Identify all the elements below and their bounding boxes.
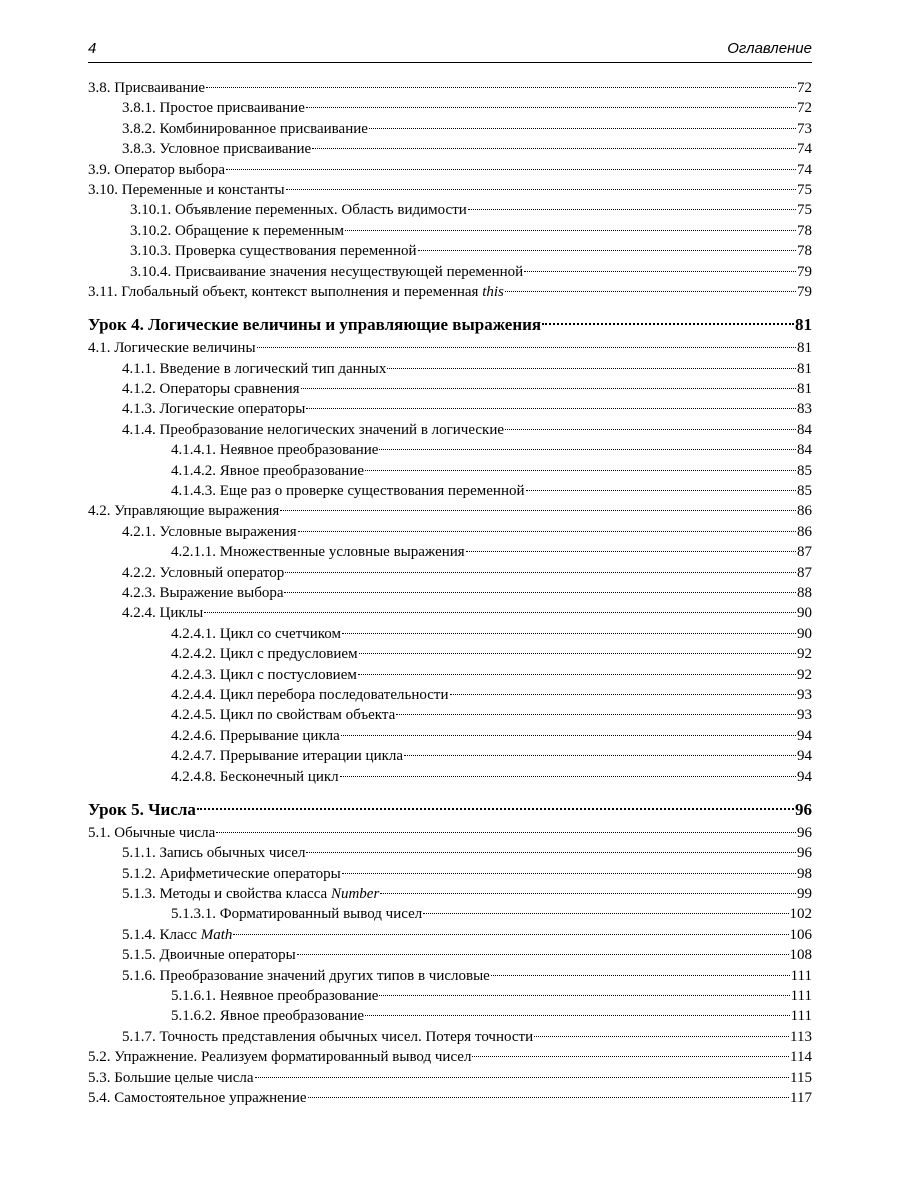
- toc-page-number: 81: [795, 315, 812, 335]
- toc-entry-title: [88, 338, 256, 358]
- toc-entry-text: Урок 5. Числа: [88, 799, 196, 819]
- toc-entry-text: 5.2. Упражнение. Реализуем форматированный вывод чисел: [88, 1049, 472, 1066]
- toc-page-number: 113: [790, 1028, 812, 1045]
- section-title: Оглавление: [727, 40, 812, 57]
- toc-entry-title: [88, 160, 225, 180]
- toc-page-number: 86: [797, 523, 812, 540]
- toc-entry-text: 5.1.7. Точность представления обычных чисел. Потеря точности: [122, 1028, 534, 1045]
- toc-entry[interactable]: [88, 1047, 812, 1067]
- toc-entry[interactable]: [88, 823, 812, 843]
- toc-entry-text: 5.1.4. Класс: [122, 926, 201, 943]
- toc-entry-title: [171, 685, 449, 705]
- toc-entry-text: 3.9. Оператор выбора: [88, 161, 226, 178]
- toc-entry-title: [171, 644, 358, 664]
- dot-leader: [226, 169, 796, 170]
- toc-entry-title: [171, 440, 378, 460]
- toc-entry-text: 5.1.6.2. Явное преобразование: [171, 1008, 365, 1025]
- toc-entry-text: 4.2.3. Выражение выбора: [122, 584, 284, 601]
- dot-leader: [306, 107, 796, 108]
- toc-page-number: 92: [797, 666, 812, 683]
- toc-entry-title: [171, 542, 465, 562]
- toc-entry-text: 3.10.4. Присваивание значения несуществующей переменной: [130, 263, 524, 280]
- toc-entry-text: 4.2.4.5. Цикл по свойствам объекта: [171, 707, 396, 724]
- toc-page-number: 93: [797, 707, 812, 724]
- toc-entry[interactable]: [88, 1088, 812, 1108]
- toc-entry-title: [88, 1047, 471, 1067]
- toc-entry[interactable]: [88, 904, 812, 924]
- toc-chapter-entry[interactable]: [88, 312, 812, 338]
- toc-page-number: 106: [789, 926, 812, 943]
- toc-page-number: 78: [797, 222, 812, 239]
- toc-entry-title: [88, 282, 504, 302]
- toc-entry[interactable]: [88, 262, 812, 282]
- toc-entry-text: 5.1. Обычные числа: [88, 824, 216, 841]
- toc-entry-title: [122, 864, 341, 884]
- toc-entry-title: [130, 200, 467, 220]
- toc-entry-text: 4.1.2. Операторы сравнения: [122, 381, 300, 398]
- toc-entry-text: 4.2.4.1. Цикл со счетчиком: [171, 625, 341, 642]
- toc-entry[interactable]: [88, 282, 812, 302]
- toc-entry-text: 4.2.4. Циклы: [122, 605, 204, 622]
- dot-leader: [505, 291, 796, 292]
- toc-entry-title: [122, 603, 203, 623]
- toc-entry[interactable]: [88, 522, 812, 542]
- toc-page-number: 87: [797, 564, 812, 581]
- dot-leader: [216, 832, 796, 833]
- toc-page-number: 94: [797, 768, 812, 785]
- toc-page-number: 111: [790, 967, 812, 984]
- toc-page-number: 75: [797, 181, 812, 198]
- toc-page-number: 85: [797, 462, 812, 479]
- dot-leader: [297, 954, 789, 955]
- toc-entry-text: Урок 4. Логические величины и управляющие выражения: [88, 315, 542, 335]
- dot-leader: [257, 347, 796, 348]
- toc-entry-text: 3.11. Глобальный объект, контекст выполнения и переменная: [88, 283, 483, 300]
- toc-entry-text: 3.10. Переменные и константы: [88, 181, 285, 198]
- toc-entry[interactable]: [88, 563, 812, 583]
- toc-entry[interactable]: [88, 139, 812, 159]
- dot-leader: [280, 510, 796, 511]
- toc-entry-text: 4.1.4. Преобразование нелогических значений в логические: [122, 421, 505, 438]
- toc-page-number: 94: [797, 727, 812, 744]
- toc-page-number: 96: [797, 824, 812, 841]
- toc-entry-title: [122, 563, 284, 583]
- toc-entry[interactable]: [88, 78, 812, 98]
- dot-leader: [468, 209, 796, 210]
- toc-entry-text: 4.1.4.2. Явное преобразование: [171, 462, 365, 479]
- toc-entry-text: 4.2.4.8. Бесконечный цикл: [171, 768, 339, 785]
- toc-entry-text: 5.1.6.1. Неявное преобразование: [171, 988, 379, 1005]
- toc-entry-title: [130, 241, 417, 261]
- dot-leader: [505, 429, 796, 430]
- toc-entry-text: 5.1.5. Двоичные операторы: [122, 947, 296, 964]
- dot-leader: [298, 531, 796, 532]
- toc-entry-text: 5.1.3.1. Форматированный вывод чисел: [171, 906, 423, 923]
- toc-entry-title: [122, 583, 283, 603]
- toc-entry-text: 5.1.2. Арифметические операторы: [122, 865, 341, 882]
- toc-entry-title: [122, 884, 379, 904]
- toc-entry-text: 3.8.3. Условное присваивание: [122, 141, 312, 158]
- toc-entry-text: 4.1. Логические величины: [88, 340, 256, 357]
- toc-entry-title: [122, 925, 232, 945]
- toc-entry[interactable]: [88, 624, 812, 644]
- toc-entry-text: 5.3. Большие целые числа: [88, 1069, 254, 1086]
- toc-entry[interactable]: [88, 241, 812, 261]
- toc-entry-title: [122, 98, 305, 118]
- dot-leader: [466, 551, 796, 552]
- toc-entry[interactable]: [88, 379, 812, 399]
- toc-page-number: 102: [789, 906, 812, 923]
- toc-entry-italic-term: Math: [200, 926, 233, 943]
- toc-page-number: 108: [789, 947, 812, 964]
- dot-leader: [306, 408, 796, 409]
- toc-entry-text: 4.2.4.2. Цикл с предусловием: [171, 646, 358, 663]
- toc-entry-italic-term: Number: [330, 886, 380, 903]
- toc-entry-title: [171, 481, 525, 501]
- dot-leader: [284, 592, 796, 593]
- toc-entry-title: [122, 119, 368, 139]
- toc-entry-title: [88, 78, 205, 98]
- toc-entry-title: [171, 1006, 364, 1026]
- toc-entry[interactable]: [88, 1068, 812, 1088]
- toc-entry[interactable]: [88, 925, 812, 945]
- dot-leader: [379, 449, 796, 450]
- toc-entry-title: [171, 624, 341, 644]
- toc-entry[interactable]: [88, 1027, 812, 1047]
- toc-entry[interactable]: [88, 98, 812, 118]
- dot-leader: [358, 674, 796, 675]
- toc-entry-title: [171, 767, 339, 787]
- toc-page-number: 115: [790, 1069, 812, 1086]
- toc-entry[interactable]: [88, 966, 812, 986]
- dot-leader: [369, 128, 796, 129]
- toc-entry-title: [88, 823, 215, 843]
- toc-entry[interactable]: [88, 665, 812, 685]
- toc-page-number: 73: [797, 120, 812, 137]
- dot-leader: [301, 388, 796, 389]
- toc-entry-title: [122, 379, 300, 399]
- toc-chapter-entry[interactable]: [88, 797, 812, 823]
- dot-leader: [365, 470, 796, 471]
- toc-entry-title: [171, 726, 340, 746]
- toc-entry-text: 4.1.3. Логические операторы: [122, 401, 306, 418]
- toc-entry-title: [88, 1068, 254, 1088]
- toc-page-number: 93: [797, 686, 812, 703]
- toc-entry-title: [88, 501, 279, 521]
- toc-entry-text: 4.2.4.7. Прерывание итерации цикла: [171, 748, 404, 765]
- toc-entry[interactable]: [88, 200, 812, 220]
- toc-page-number: 72: [797, 100, 812, 117]
- toc-page-number: 84: [797, 442, 812, 459]
- dot-leader: [472, 1056, 789, 1057]
- toc-entry-text: 4.1.4.1. Неявное преобразование: [171, 442, 379, 459]
- toc-entry-text: 3.8.2. Комбинированное присваивание: [122, 120, 368, 137]
- toc-page-number: 87: [797, 544, 812, 561]
- toc-entry-title: [122, 139, 311, 159]
- toc-page-number: 86: [797, 503, 812, 520]
- toc-page-number: 88: [797, 584, 812, 601]
- dot-leader: [206, 87, 796, 88]
- toc-entry[interactable]: [88, 359, 812, 379]
- toc-page-number: 78: [797, 243, 812, 260]
- dot-leader: [423, 913, 788, 914]
- dot-leader: [542, 323, 794, 325]
- toc-entry[interactable]: [88, 884, 812, 904]
- toc-page-number: 81: [797, 340, 812, 357]
- toc-entry[interactable]: [88, 461, 812, 481]
- toc-entry-text: 3.10.2. Обращение к переменным: [130, 222, 344, 239]
- toc-page-number: 96: [797, 845, 812, 862]
- toc-entry[interactable]: [88, 583, 812, 603]
- toc-entry-text: 3.8. Присваивание: [88, 80, 206, 96]
- dot-leader: [306, 852, 796, 853]
- toc-page-number: 79: [797, 263, 812, 280]
- toc-page-number: 85: [797, 483, 812, 500]
- toc-entry-text: 3.8.1. Простое присваивание: [122, 100, 305, 117]
- toc-entry-title: [88, 312, 541, 338]
- toc-entry[interactable]: [88, 603, 812, 623]
- toc-entry[interactable]: [88, 481, 812, 501]
- toc-entry-italic-term: this: [482, 283, 504, 300]
- toc-entry-title: [122, 966, 490, 986]
- dot-leader: [491, 975, 790, 976]
- toc-entry[interactable]: [88, 542, 812, 562]
- toc-page-number: 81: [797, 360, 812, 377]
- toc-entry-title: [171, 705, 395, 725]
- toc-entry-title: [122, 399, 305, 419]
- dot-leader: [312, 148, 796, 149]
- page-number: 4: [88, 40, 97, 57]
- toc-entry[interactable]: [88, 1006, 812, 1026]
- dot-leader: [342, 633, 796, 634]
- toc-page-number: 79: [797, 283, 812, 300]
- toc-entry[interactable]: [88, 705, 812, 725]
- dot-leader: [365, 1015, 790, 1016]
- toc-entry-text: 4.2.1.1. Множественные условные выражения: [171, 544, 465, 561]
- dot-leader: [404, 755, 796, 756]
- toc-page-number: 72: [797, 80, 812, 96]
- toc-entry-title: [122, 1027, 533, 1047]
- toc-entry-text: 3.10.3. Проверка существования переменной: [130, 243, 417, 260]
- toc-page-number: 92: [797, 646, 812, 663]
- toc-entry-title: [122, 522, 297, 542]
- toc-entry-text: 4.2.4.6. Прерывание цикла: [171, 727, 340, 744]
- toc-entry-title: [130, 262, 523, 282]
- toc-entry[interactable]: [88, 726, 812, 746]
- page-header: [88, 38, 812, 63]
- toc-page-number: 90: [797, 625, 812, 642]
- toc-entry-text: 4.2.1. Условные выражения: [122, 523, 297, 540]
- toc-page-number: 98: [797, 865, 812, 882]
- dot-leader: [341, 735, 796, 736]
- toc-entry-title: [171, 461, 364, 481]
- dot-leader: [359, 653, 796, 654]
- table-of-contents: [88, 78, 812, 1108]
- toc-entry[interactable]: [88, 501, 812, 521]
- toc-page-number: 114: [790, 1049, 812, 1066]
- toc-entry-title: [122, 843, 305, 863]
- toc-page-number: 94: [797, 748, 812, 765]
- toc-entry[interactable]: [88, 843, 812, 863]
- toc-entry-title: [122, 945, 296, 965]
- dot-leader: [340, 776, 796, 777]
- toc-page-number: 74: [797, 141, 812, 158]
- dot-leader: [524, 271, 796, 272]
- dot-leader: [204, 612, 796, 613]
- dot-leader: [526, 490, 796, 491]
- toc-page-number: 96: [795, 799, 812, 819]
- dot-leader: [197, 808, 794, 810]
- dot-leader: [286, 189, 796, 190]
- toc-entry-text: 4.2.2. Условный оператор: [122, 564, 285, 581]
- toc-entry-title: [171, 746, 403, 766]
- dot-leader: [380, 893, 796, 894]
- toc-page-number: 83: [797, 401, 812, 418]
- toc-page-number: 84: [797, 421, 812, 438]
- toc-entry-text: 4.2. Управляющие выражения: [88, 503, 280, 520]
- toc-entry[interactable]: [88, 767, 812, 787]
- toc-entry-text: 5.4. Самостоятельное упражнение: [88, 1089, 307, 1106]
- toc-entry[interactable]: [88, 338, 812, 358]
- toc-entry[interactable]: [88, 160, 812, 180]
- toc-entry-text: 4.1.1. Введение в логический тип данных: [122, 360, 387, 377]
- toc-entry[interactable]: [88, 986, 812, 1006]
- toc-entry[interactable]: [88, 399, 812, 419]
- toc-entry[interactable]: [88, 945, 812, 965]
- toc-entry-title: [171, 665, 357, 685]
- toc-entry[interactable]: [88, 746, 812, 766]
- toc-entry-text: 5.1.6. Преобразование значений других типов в числовые: [122, 967, 490, 984]
- dot-leader: [418, 250, 796, 251]
- toc-entry-text: 5.1.1. Запись обычных чисел: [122, 845, 306, 862]
- toc-entry[interactable]: [88, 644, 812, 664]
- dot-leader: [285, 572, 796, 573]
- dot-leader: [396, 714, 796, 715]
- dot-leader: [345, 230, 796, 231]
- toc-page-number: 99: [797, 886, 812, 903]
- toc-page-number: 90: [797, 605, 812, 622]
- toc-entry-text: 3.10.1. Объявление переменных. Область видимости: [130, 202, 467, 219]
- toc-entry[interactable]: [88, 221, 812, 241]
- dot-leader: [379, 995, 789, 996]
- toc-entry-text: 4.2.4.4. Цикл перебора последовательности: [171, 686, 449, 703]
- toc-page-number: 81: [797, 381, 812, 398]
- toc-entry-text: 5.1.3. Методы и свойства класса: [122, 886, 331, 903]
- toc-page-number: 111: [790, 988, 812, 1005]
- toc-entry[interactable]: [88, 440, 812, 460]
- toc-entry[interactable]: [88, 180, 812, 200]
- toc-entry-title: [88, 180, 285, 200]
- toc-entry[interactable]: [88, 119, 812, 139]
- dot-leader: [308, 1097, 790, 1098]
- dot-leader: [450, 694, 797, 695]
- toc-page-number: 74: [797, 161, 812, 178]
- toc-entry-title: [171, 904, 422, 924]
- toc-entry-title: [122, 420, 504, 440]
- dot-leader: [534, 1036, 789, 1037]
- toc-entry-title: [122, 359, 386, 379]
- dot-leader: [387, 368, 796, 369]
- toc-entry-text: 4.2.4.3. Цикл с постусловием: [171, 666, 357, 683]
- toc-entry-title: [88, 1088, 307, 1108]
- toc-entry-title: [130, 221, 344, 241]
- toc-entry[interactable]: [88, 685, 812, 705]
- dot-leader: [342, 873, 796, 874]
- toc-entry[interactable]: [88, 420, 812, 440]
- toc-page-number: 117: [790, 1089, 812, 1106]
- toc-entry-title: [171, 986, 378, 1006]
- toc-page-number: 75: [797, 202, 812, 219]
- toc-page-number: 111: [790, 1008, 812, 1025]
- toc-entry-title: [88, 797, 196, 823]
- dot-leader: [233, 934, 788, 935]
- toc-entry-text: 4.1.4.3. Еще раз о проверке существования переменной: [171, 483, 525, 500]
- dot-leader: [255, 1077, 790, 1078]
- toc-entry[interactable]: [88, 864, 812, 884]
